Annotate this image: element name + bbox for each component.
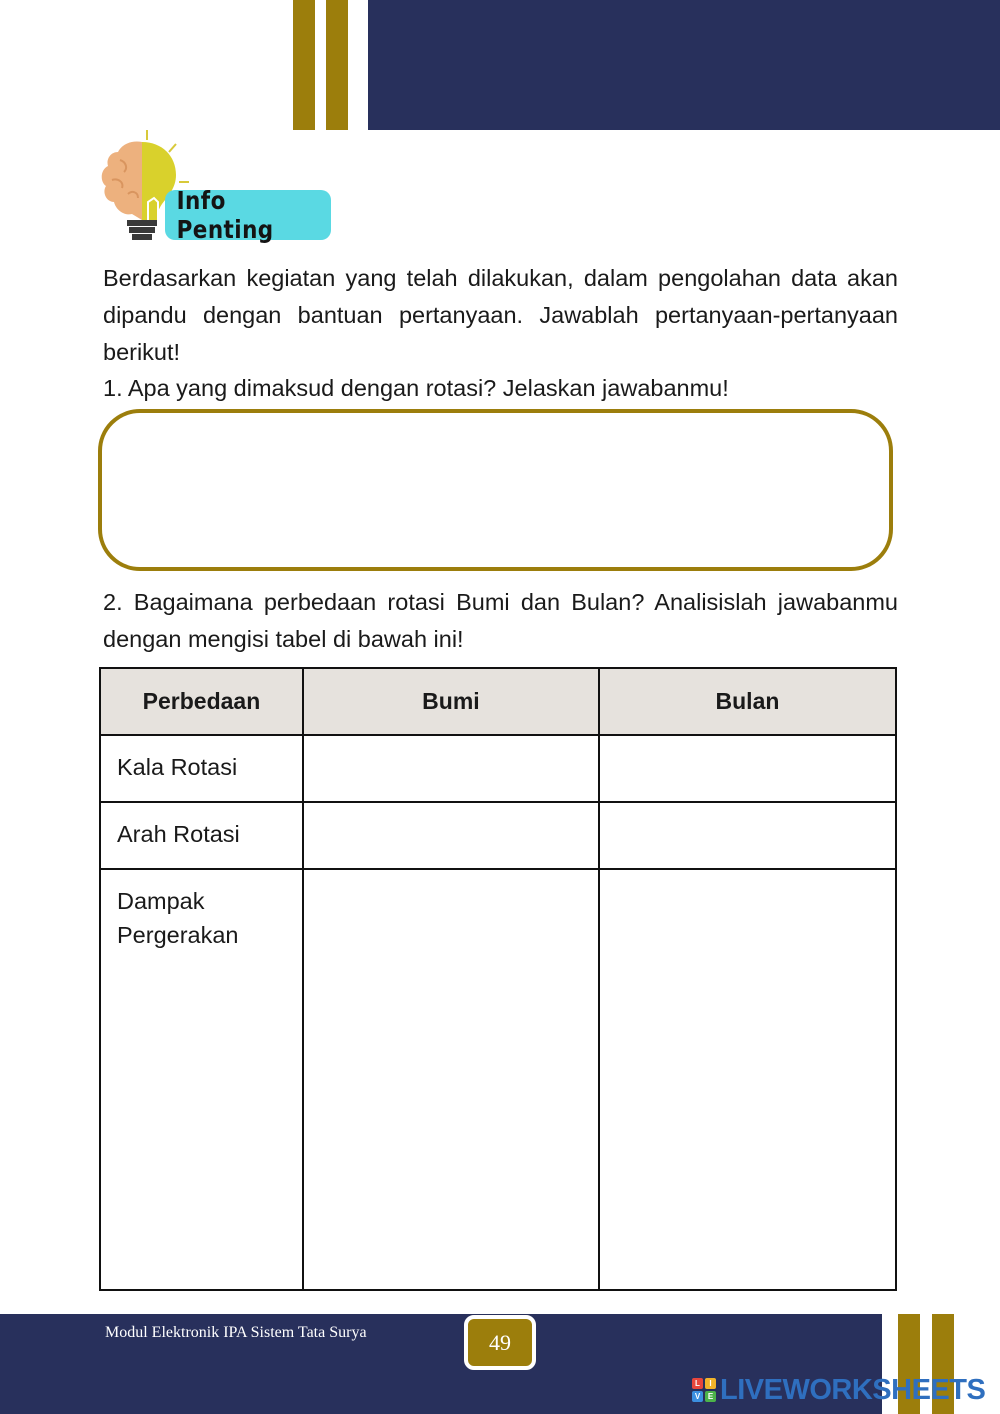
question-2: 2. Bagaimana perbedaan rotasi Bumi dan Bulan? Analisislah jawabanmu dengan mengisi tabel di bawah ini! [103,589,898,652]
row-label-arah-rotasi: Arah Rotasi [100,802,303,869]
liveworksheets-logo-icon [692,1378,716,1402]
table-row [100,735,896,802]
row-label-dampak-pergerakan: Dampak Pergerakan [100,869,303,1290]
top-gold-stripe-left [293,0,315,130]
table-row [100,869,896,1290]
table-row [100,802,896,869]
cell-bulan-arah-rotasi[interactable] [599,802,896,869]
top-navy-banner [368,0,1000,130]
comparison-table [99,667,897,1291]
page-number: 49 [489,1329,511,1355]
logo-letter: I [705,1378,716,1389]
header-perbedaan: Perbedaan [100,668,303,735]
cell-bulan-dampak-pergerakan[interactable] [599,869,896,1290]
liveworksheets-watermark [692,1374,985,1406]
logo-letter: L [692,1378,703,1389]
cell-bulan-kala-rotasi[interactable] [599,735,896,802]
logo-letter: V [692,1391,703,1402]
cell-bumi-arah-rotasi[interactable] [303,802,599,869]
intro-paragraph: Berdasarkan kegiatan yang telah dilakukan, dalam pengolahan data akan dipandu dengan bantuan pertanyaan. Jawablah pertanyaan-pertanyaan berikut! [103,265,898,365]
row-label-kala-rotasi: Kala Rotasi [100,735,303,802]
module-title: Modul Elektronik IPA Sistem Tata Surya [105,1324,367,1341]
cell-bumi-kala-rotasi[interactable] [303,735,599,802]
liveworksheets-wordmark [720,1374,985,1407]
question-1: 1. Apa yang dimaksud dengan rotasi? Jelaskan jawabanmu! [103,375,729,401]
top-gold-stripe-right [326,0,348,130]
logo-letter: E [705,1391,716,1402]
header-bulan: Bulan [599,668,896,735]
cell-bumi-dampak-pergerakan[interactable] [303,869,599,1290]
badge-label: Info Penting [176,186,274,244]
info-penting-badge [165,186,331,244]
wordmark-part-b: SHEETS [872,1373,986,1406]
header-bumi: Bumi [303,668,599,735]
table-header-row [100,668,896,735]
wordmark-part-a: LIVEWORK [720,1373,873,1406]
page-number-badge [464,1315,536,1370]
answer-box-1[interactable] [98,409,893,571]
